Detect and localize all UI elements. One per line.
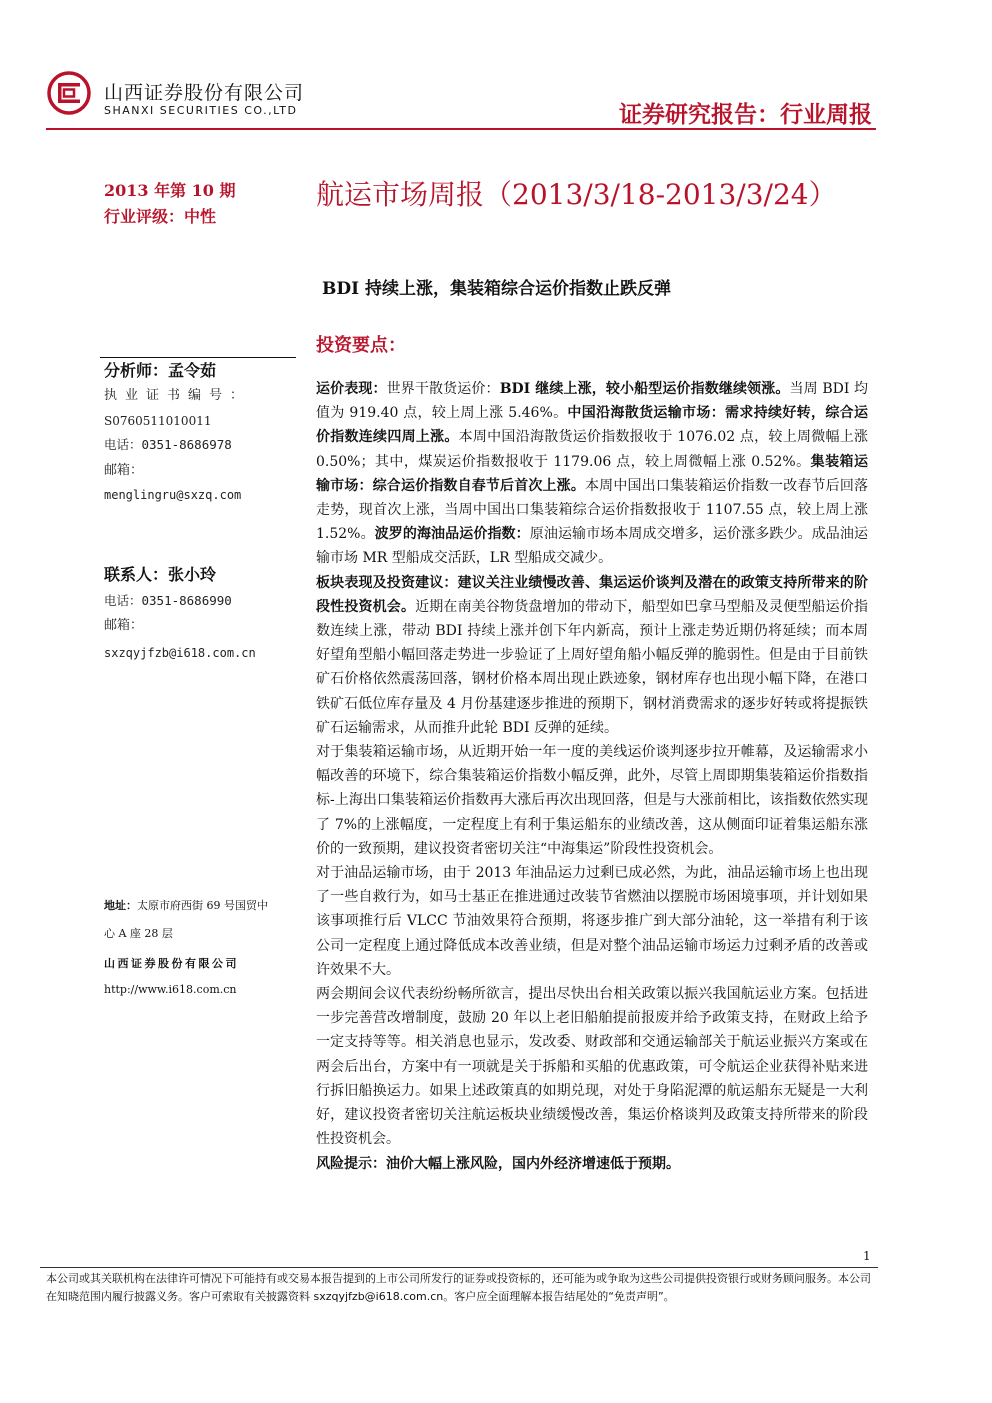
address-text: 太原市府西街 69 号国贸中心 A 座 28 层	[104, 899, 268, 940]
text-bdi: 当周 BDI 均值为 919.40 点，较上周上涨 5.46%。	[316, 381, 869, 422]
contact-name: 联系人：张小玲	[104, 565, 217, 584]
company-name-footer: 山西证券股份有限公司	[104, 957, 239, 970]
lead-freight-performance: 运价表现：	[316, 381, 387, 397]
contact-phone: 电话：0351-8686990	[104, 593, 232, 608]
text-baltic-oil: 原油运输市场本周成交增多，运价涨多跌少。成品油运输市场 MR 型船成交活跃，LR 型船成交减少。	[316, 526, 868, 567]
cert-number: S0760511010011	[104, 414, 212, 428]
cert-label: 执业证书编号：	[104, 388, 252, 403]
text-dry-bulk: 世界干散货运价：	[386, 381, 500, 397]
analyst-name: 分析师：孟令茹	[104, 361, 217, 380]
contact-email-label: 邮箱：	[104, 618, 144, 633]
company-website-link[interactable]: http://www.i618.com.cn	[104, 983, 237, 996]
paragraph-freight-performance	[316, 377, 868, 571]
company-address	[104, 892, 274, 948]
paragraph-policy: 两会期间会议代表纷纷畅所欲言，提出尽快出台相关政策以振兴我国航运业方案。包括进一步完善营改增制度，鼓励 20 年以上老旧船舶提前报废并给予政策支持，在财政上给予一定支持等等。相关消息也显示，发改委、财政部和交通运输部关于航运业振兴方案或在两会后出台，方案中有一项就是关于拆船和买船的优惠政策，可令航运企业获得补贴来进行拆旧船换运力。如果上述政策真的如期兑现，对处于身陷泥潭的航运船东无疑是一大利好，建议投资者密切关注航运板块业绩缓慢改善，集运价格谈判及政策支持所带来的阶段性投资机会。	[316, 986, 868, 1148]
footer-divider	[40, 1267, 878, 1268]
address-label: 地址：	[104, 899, 137, 912]
paragraph-risk	[316, 1152, 868, 1176]
text-container: 本周中国出口集装箱运价指数一改春节后回落走势，现首次上涨，当周中国出口集装箱综合运价指数报收于 1107.55 点，较上周上涨 1.52%。	[316, 477, 868, 543]
key-points-heading: 投资要点：	[316, 335, 406, 356]
report-type: 证券研究报告：行业周报	[619, 102, 872, 128]
disclaimer: 本公司或其关联机构在法律许可情况下可能持有或交易本报告提到的上市公司所发行的证券或投资标的，还可能为或争取为这些公司提供投资银行或财务顾问服务。本公司在知晓范围内履行披露义务。客户可索取有关披露资料 sxzqyjfzb@i618.com.cn。客户应全面理解本报告结尾处的“免责声明”。	[46, 1272, 871, 1303]
issue-number: 2013 年第 10 期	[104, 181, 236, 200]
report-subtitle: BDI 持续上涨，集装箱综合运价指数止跌反弹	[322, 279, 671, 299]
report-body	[316, 377, 868, 1176]
paragraph-container-market: 对于集装箱运输市场，从近期开始一年一度的美线运价谈判逐步拉开帷幕，及运输需求小幅改善的环境下，综合集装箱运价指数小幅反弹，此外，尽管上周即期集装箱运价指数指标-上海出口集装箱运价指数再大涨后再次出现回落，但是与大涨前相比，该指数依然实现了 7%的上涨幅度，一定程度上有利于集运船东的业绩改善，这从侧面印证着集运船东涨价的一致预期，建议投资者密切关注“中海集运”阶段性投资机会。	[316, 744, 868, 857]
page-number: 1	[863, 1249, 871, 1263]
lead-coastal-bulk: 中国沿海散货运输市场：需求持续好转，综合运价指数连续四周上涨。	[316, 405, 869, 446]
paragraph-oil-market: 对于油品运输市场，由于 2013 年油品运力过剩已成必然，为此，油品运输市场上也出现了一些自救行为，如马士基正在推进通过改装节省燃油以摆脱市场困境事项，并计划如果该事项推行后 VLCC 节油效果符合预期，将逐步推广到大部分油轮，这一举措有利于该公司一定程度上通过降低成本改善业绩，但是对整个油品运输市场运力过剩矛盾的改善或许效果不大。	[316, 865, 868, 978]
company-name-cn: 山西证券股份有限公司	[104, 82, 305, 104]
risk-warning: 风险提示：油价大幅上涨风险，国内外经济增速低于预期。	[316, 1155, 680, 1172]
lead-sector-advice: 板块表现及投资建议：建议关注业绩慢改善、集运运价谈判及潜在的政策支持所带来的阶段性投资机会。	[316, 574, 868, 615]
text-coastal-bulk: 本周中国沿海散货运价指数报收于 1076.02 点，较上周微幅上涨 0.50%；其中，煤炭运价指数报收于 1179.06 点，较上周微幅上涨 0.52%。	[316, 429, 869, 470]
analyst-email-label: 邮箱：	[104, 463, 144, 478]
industry-rating: 行业评级：中性	[104, 207, 217, 226]
paragraph-sector-advice	[316, 571, 868, 740]
contact-email[interactable]: sxzqyjfzb@i618.com.cn	[104, 646, 256, 660]
lead-baltic-oil: 波罗的海油品运价指数：	[374, 526, 530, 543]
company-name-en: SHANXI SECURITIES CO.,LTD	[104, 104, 298, 117]
lead-container: 集装箱运输市场：综合运价指数自春节后首次上涨。	[316, 453, 868, 494]
company-logo-icon	[46, 70, 92, 116]
analyst-phone: 电话：0351-8686978	[104, 437, 232, 452]
page-title: 航运市场周报（2013/3/18-2013/3/24）	[316, 178, 837, 211]
text-sector-advice: 近期在南美谷物货盘增加的带动下，船型如巴拿马型船及灵便型船运价指数连续上涨，带动 BDI 持续上涨并创下年内新高，预计上涨走势近期仍将延续；而本周好望角型船小幅回落走势进一步验证了上周好望角船小幅反弹的脆弱性。但是由于目前铁矿石价格依然震荡回落，钢材价格本周出现止跌迹象，钢材库存也出现小幅下降，在港口铁矿石低位库存量及 4 月份基建逐步推进的预期下，钢材消费需求的逐步好转或将提振铁矿石运输需求，从而推升此轮 BDI 反弹的延续。	[316, 598, 869, 736]
analyst-email[interactable]: menglingru@sxzq.com	[104, 488, 242, 502]
header-divider	[46, 128, 876, 130]
lead-bdi: BDI 继续上涨，较小船型运价指数继续领涨。	[499, 381, 790, 397]
